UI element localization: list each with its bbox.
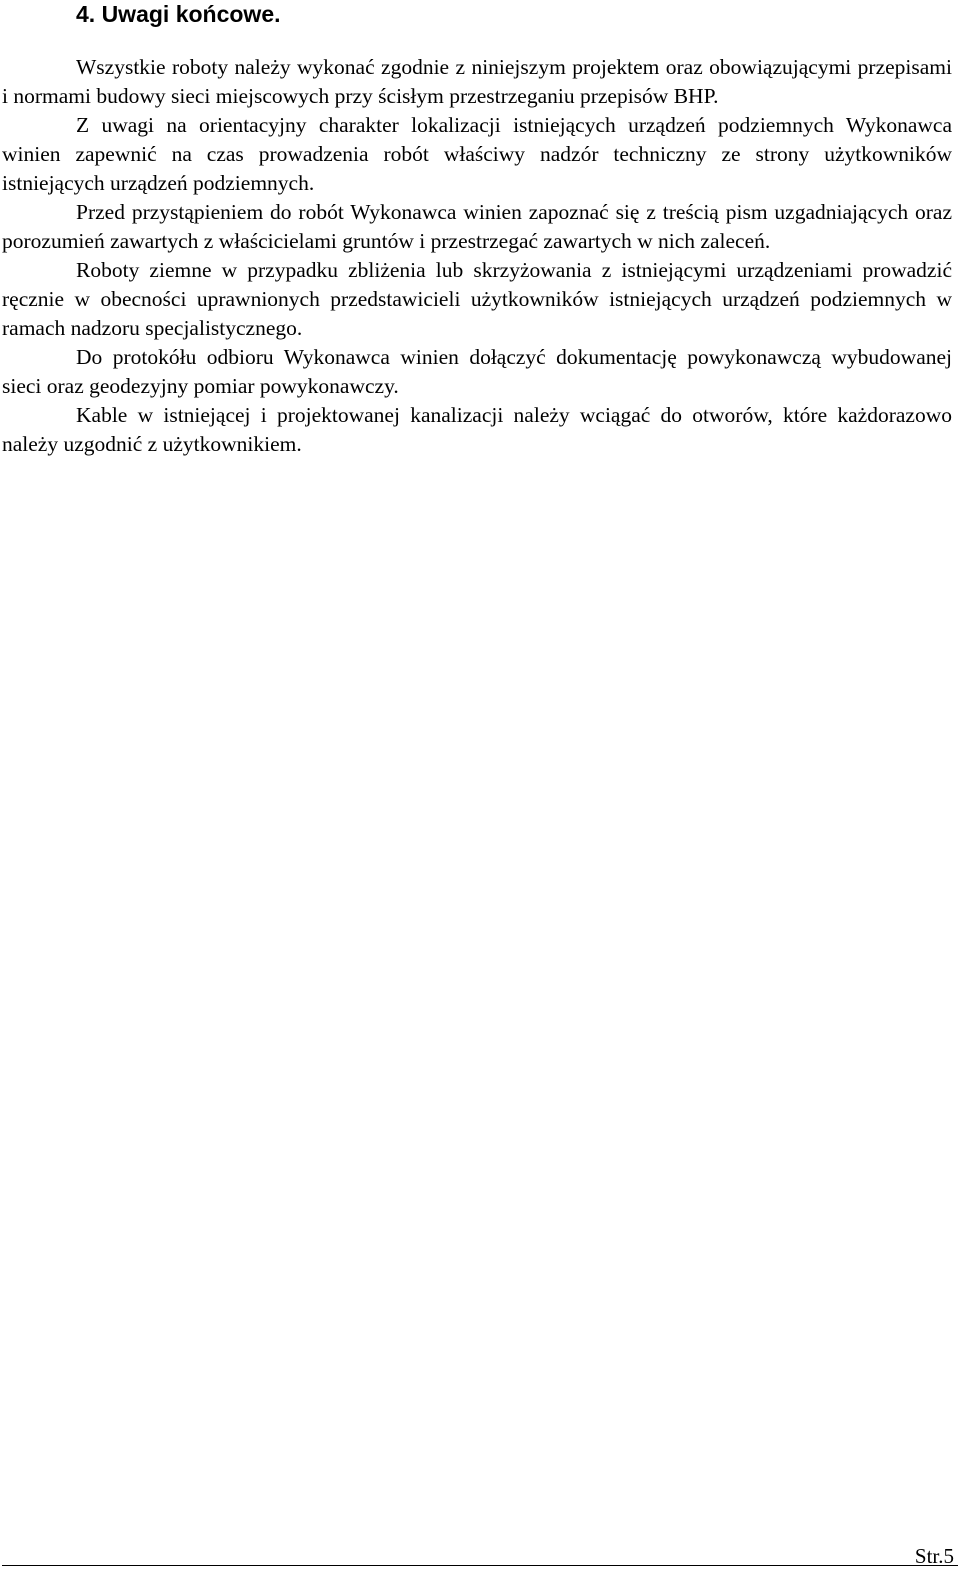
paragraph-2: Z uwagi na orientacyjny charakter lokalizacji istniejących urządzeń podziemnych Wykonawca winien zapewnić na czas prowadzenia robót właściwy nadzór techniczny ze strony użytkowników istniejących urządzeń podziemnych. — [2, 113, 952, 195]
paragraph-5: Do protokółu odbioru Wykonawca winien dołączyć dokumentację powykonawczą wybudowanej sieci oraz geodezyjny pomiar powykonawczy. — [2, 345, 952, 398]
paragraph-6: Kable w istniejącej i projektowanej kanalizacji należy wciągać do otworów, które każdorazowo należy uzgodnić z użytkownikiem. — [2, 403, 952, 456]
paragraph-4: Roboty ziemne w przypadku zbliżenia lub skrzyżowania z istniejącymi urządzeniami prowadzić ręcznie w obecności uprawnionych przedstawicieli użytkowników istniejących urządzeń podziemnych w ramach nadzoru specjalistycznego. — [2, 258, 952, 340]
paragraph-3: Przed przystąpieniem do robót Wykonawca winien zapoznać się z treścią pism uzgadniających oraz porozumień zawartych z właścicielami gruntów i przestrzegać zawartych w nich zaleceń. — [2, 200, 952, 253]
section-body — [2, 53, 952, 459]
page-number: Str.5 — [914, 1544, 954, 1568]
section-heading: 4. Uwagi końcowe. — [76, 1, 281, 27]
paragraph-1: Wszystkie roboty należy wykonać zgodnie z niniejszym projektem oraz obowiązującymi przepisami i normami budowy sieci miejscowych przy ścisłym przestrzeganiu przepisów BHP. — [2, 55, 952, 108]
footer-rule — [2, 1565, 958, 1566]
